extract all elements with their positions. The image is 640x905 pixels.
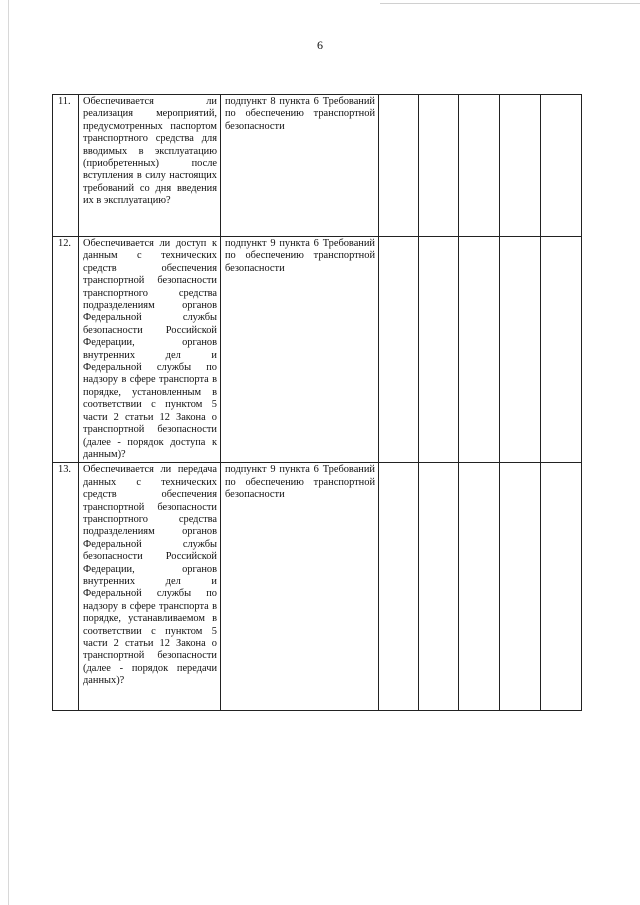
checklist-table (52, 94, 582, 711)
answer-cell (500, 95, 541, 237)
reference-text: подпункт 8 пункта 6 Требований по обеспечению транспортной безопасности (225, 96, 375, 132)
answer-cell (379, 463, 419, 711)
answer-cell (459, 95, 500, 237)
answer-cell (459, 237, 500, 463)
question-cell (79, 237, 221, 463)
answer-cell (541, 95, 582, 237)
scan-edge-line (8, 0, 9, 905)
answer-cell (419, 237, 459, 463)
row-number: 13. (53, 463, 79, 711)
scan-edge-line (380, 3, 640, 4)
table-row (53, 95, 582, 237)
answer-cell (419, 463, 459, 711)
answer-cell (541, 463, 582, 711)
answer-cell (500, 237, 541, 463)
reference-text: подпункт 9 пункта 6 Требований по обеспечению транспортной безопасности (225, 238, 375, 274)
row-number: 12. (53, 237, 79, 463)
question-text: Обеспечивается ли доступ к данным с технических средств обеспечения транспортной безопасности транспортного средства подразделениям органов Федеральной службы безопасности Российской Федерации, органов внутренних дел и Федеральной службы по надзору в сфере транспорта в порядке, установленным в соответствии с пунктом 5 части 2 статьи 12 Закона о транспортной безопасности (далее - порядок доступа к данным)? (83, 238, 217, 460)
question-cell (79, 95, 221, 237)
reference-text: подпункт 9 пункта 6 Требований по обеспечению транспортной безопасности (225, 464, 375, 501)
reference-cell (221, 237, 379, 463)
reference-cell (221, 463, 379, 711)
reference-cell (221, 95, 379, 237)
answer-cell (379, 95, 419, 237)
answer-cell (379, 237, 419, 463)
answer-cell (541, 237, 582, 463)
answer-cell (419, 95, 459, 237)
answer-cell (459, 463, 500, 711)
question-text: Обеспечивается ли передача данных с технических средств обеспечения транспортной безопасности транспортного средства подразделениям органов Федеральной службы безопасности Российской Федерации, органов внутренних дел и Федеральной службы по надзору в сфере транспорта в порядке, устанавливаемом в соответствии с пунктом 5 части 2 статьи 12 Закона о транспортной безопасности (далее - порядок передачи данных)? (83, 464, 217, 687)
page-number: 6 (317, 38, 323, 52)
question-text: Обеспечивается ли реализация мероприятий, предусмотренных паспортом транспортного средства для вводимых в эксплуатацию (приобретенных) после вступления в силу настоящих требований со дня введения их в эксплуатацию? (83, 96, 217, 207)
row-number: 11. (53, 95, 79, 237)
answer-cell (500, 463, 541, 711)
question-cell (79, 463, 221, 711)
table-row (53, 237, 582, 463)
table-row (53, 463, 582, 711)
